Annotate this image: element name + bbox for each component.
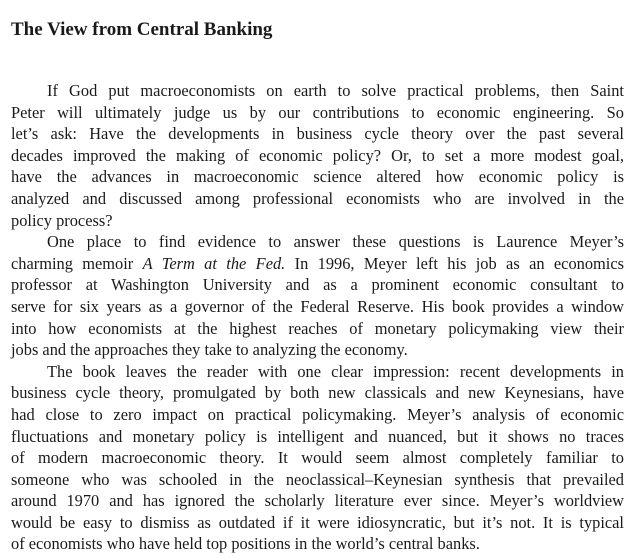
text-run: charming memoir: [11, 253, 143, 273]
paragraph-1: [11, 80, 631, 231]
document-page: [11, 0, 631, 555]
text-line: serve for six years as a governor of the Federal Reserve. His book provides a window: [11, 296, 624, 316]
book-title: A Term at the Fed.: [142, 253, 286, 273]
text-line: Peter will ultimately judge us by our contributions to economic engineering. So: [11, 102, 624, 122]
text-line: One place to find evidence to answer these questions is Laurence Meyer’s: [47, 232, 624, 252]
text-line: policy process?: [11, 210, 113, 230]
text-line: someone who was schooled in the neoclassical–Keynesian synthesis that prevailed: [11, 469, 624, 489]
section-heading: The View from Central Banking: [11, 19, 273, 40]
text-run: In 1996, Meyer left his job as an economics: [285, 253, 625, 273]
body-text: [11, 80, 631, 555]
text-line: into how economists at the highest reaches of monetary policymaking view their: [11, 318, 624, 338]
text-line: analyzed and discussed among professional economists who are involved in the: [11, 188, 624, 208]
text-line: If God put macroeconomists on earth to solve practical problems, then Saint: [47, 81, 624, 100]
text-line: jobs and the approaches they take to analyzing the economy.: [11, 340, 408, 360]
text-line: professor at Washington University and as a prominent economic consultant to: [11, 275, 624, 295]
text-line: decades improved the making of economic policy? Or, to set a more modest goal,: [11, 145, 624, 165]
text-line: have the advances in macroeconomic science altered how economic policy is: [11, 167, 624, 187]
text-line: business cycle theory, promulgated by both new classicals and new Keynesians, have: [11, 383, 624, 403]
text-line: around 1970 and has ignored the scholarly literature ever since. Meyer’s worldview: [11, 491, 624, 511]
text-line: let’s ask: Have the developments in business cycle theory over the past several: [11, 124, 624, 144]
text-line: of economists who have held top positions in the world’s central banks.: [11, 534, 480, 554]
paragraph-2: [11, 231, 631, 361]
text-line: fluctuations and monetary policy is intelligent and nuanced, but it shows no traces: [11, 426, 624, 446]
text-line: had close to zero impact on practical policymaking. Meyer’s analysis of economic: [11, 404, 624, 424]
paragraph-3: [11, 361, 631, 555]
text-line: of modern macroeconomic theory. It would seem almost completely familiar to: [11, 448, 624, 468]
text-line: The book leaves the reader with one clear impression: recent developments in: [47, 361, 624, 381]
text-line: [11, 253, 624, 275]
text-line: would be easy to dismiss as outdated if it were idiosyncratic, but it’s not. It is typical: [11, 512, 624, 532]
